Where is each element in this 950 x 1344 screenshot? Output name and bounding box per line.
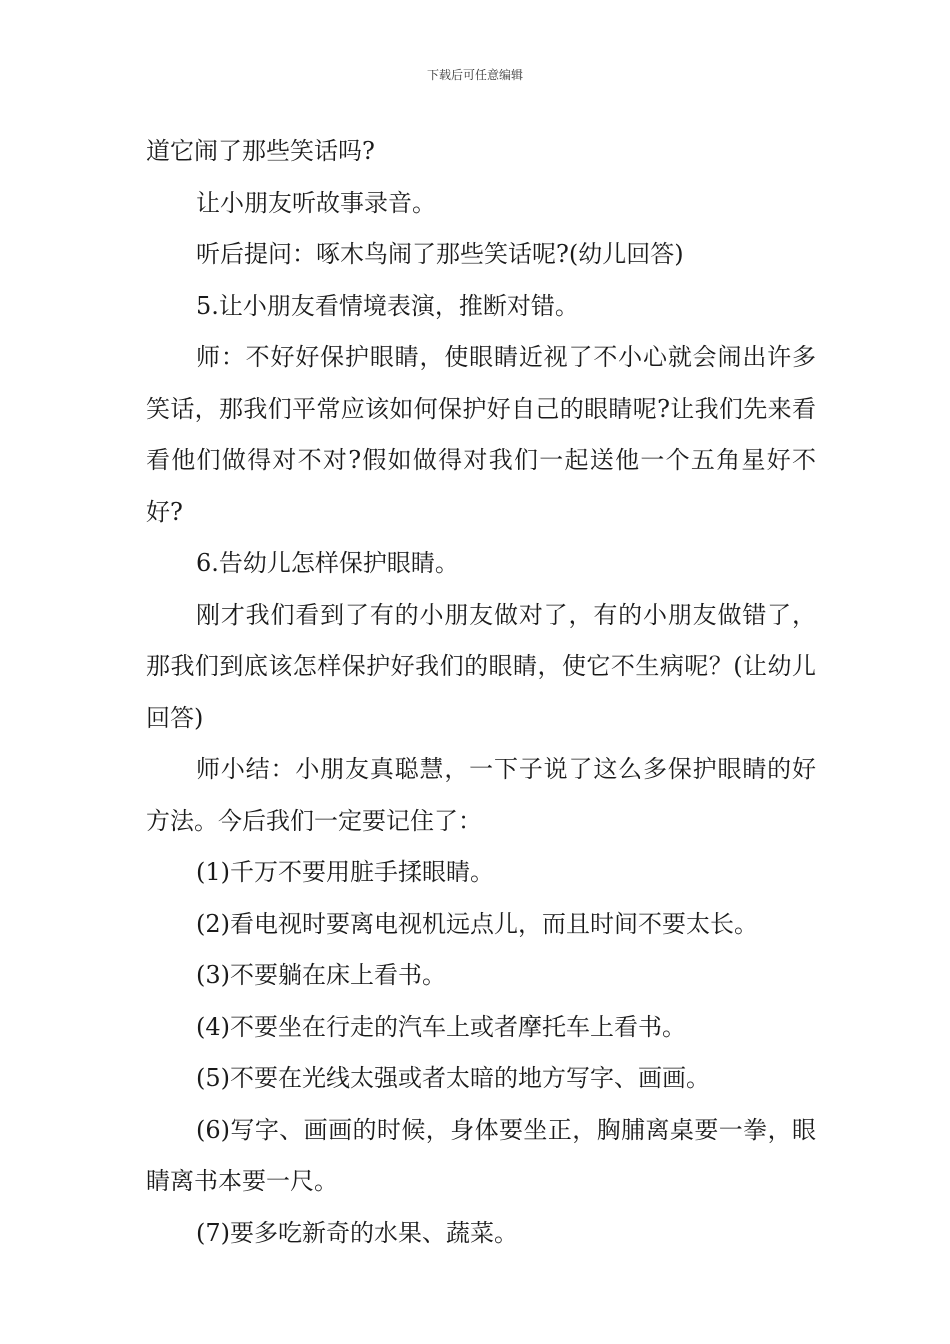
paragraph: 道它闹了那些笑话吗?: [146, 137, 375, 165]
list-item: (5)不要在光线太强或者太暗的地方写字、画画。: [196, 1064, 710, 1092]
list-item: (4)不要坐在行走的汽车上或者摩托车上看书。: [196, 1012, 686, 1041]
paragraph: 6.告幼儿怎样保护眼睛。: [196, 549, 459, 577]
paragraph: 刚才我们看到了有的小朋友做对了，有的小朋友做错了，那我们到底该怎样保护好我们的眼睛，使它不生病呢？(让幼儿回答): [146, 600, 816, 732]
paragraph: 师：不好好保护眼睛，使眼睛近视了不小心就会闹出许多笑话，那我们平常应该如何保护好自己的眼睛呢?让我们先来看看他们做得对不对?假如做得对我们一起送他一个五角星好不好?: [146, 343, 816, 526]
paragraph: 听后提问：啄木鸟闹了那些笑话呢?(幼儿回答): [196, 240, 684, 268]
paragraph: 5.让小朋友看情境表演，推断对错。: [196, 291, 579, 320]
list-item: (7)要多吃新奇的水果、蔬菜。: [196, 1218, 518, 1247]
list-item: (3)不要躺在床上看书。: [196, 961, 446, 989]
document-body: [146, 126, 816, 1259]
page-header: 下载后可任意编辑: [426, 68, 523, 82]
list-item: (6)写字、画画的时候，身体要坐正，胸脯离桌要一拳，眼睛离书本要一尺。: [146, 1115, 816, 1195]
list-item: (2)看电视时要离电视机远点儿，而且时间不要太长。: [196, 909, 758, 938]
list-item: (1)千万不要用脏手揉眼睛。: [196, 858, 494, 886]
paragraph: 让小朋友听故事录音。: [196, 188, 436, 217]
paragraph: 师小结：小朋友真聪慧，一下子说了这么多保护眼睛的好方法。今后我们一定要记住了：: [146, 755, 816, 835]
